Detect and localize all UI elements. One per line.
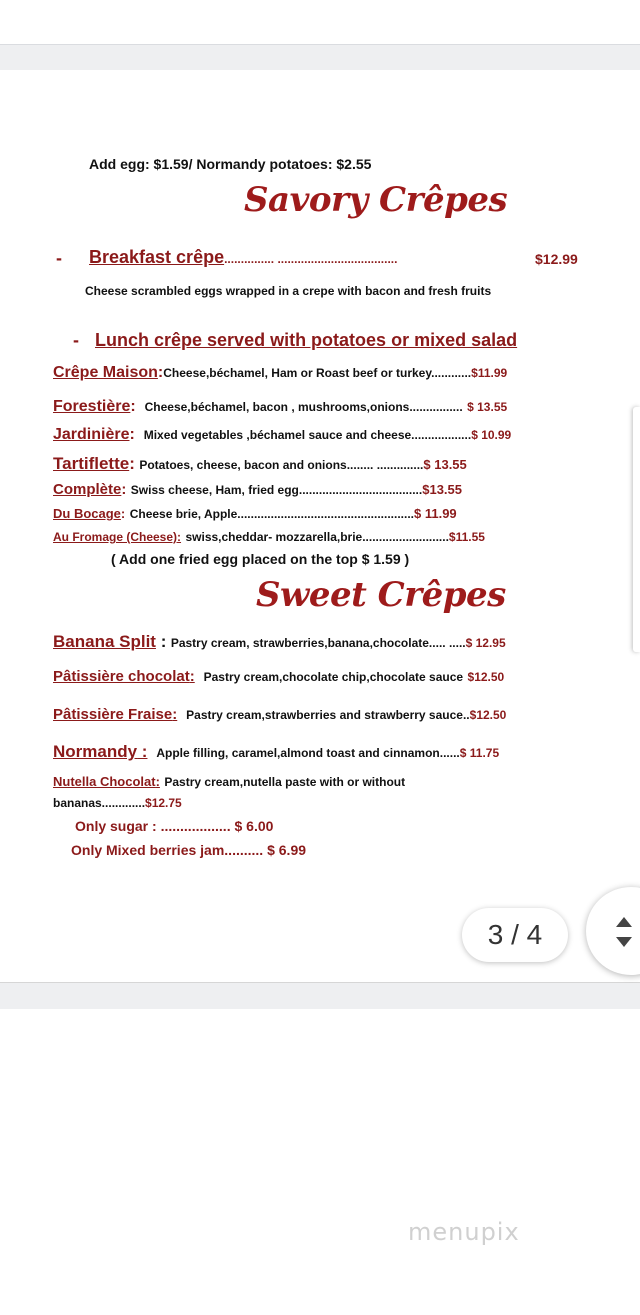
lunch-dash: - — [73, 330, 79, 350]
only-berries-label: Only Mixed berries jam — [71, 842, 225, 858]
watermark: menupix — [408, 1218, 520, 1246]
item-sep: : — [129, 454, 135, 473]
item-price: $ 13.55 — [467, 400, 508, 414]
page-gap-bottom — [0, 983, 640, 1009]
item-price: $12.50 — [467, 670, 505, 684]
item-description: Cheese,béchamel, Ham or Roast beef or turkey............ — [163, 366, 472, 380]
item-name: Pâtissière chocolat — [53, 668, 190, 685]
item-description: Pastry cream,nutella paste with or without — [164, 775, 406, 789]
item-price: $ 13.55 — [423, 457, 467, 472]
lunch-header: Lunch crêpe served with potatoes or mixed salad — [95, 330, 518, 350]
item-sep: : — [155, 632, 167, 651]
only-berries-price: $ 6.99 — [267, 842, 307, 858]
item-price: $13.55 — [422, 482, 462, 497]
menu-page — [0, 70, 640, 983]
page-gap-top — [0, 44, 640, 71]
item-description: Pastry cream,strawberries and strawberry sauce.. — [186, 708, 470, 722]
item-name: Forestière — [53, 398, 131, 415]
menu-item-forestiere — [53, 398, 588, 420]
item-sep: : — [155, 774, 160, 789]
item-name: Crêpe Maison — [53, 364, 158, 381]
breakfast-name: Breakfast crêpe — [89, 247, 225, 267]
item-price: $11.99 — [471, 366, 508, 380]
nutella-line-2 — [53, 794, 182, 812]
menu-item-patissiere-chocolat — [53, 668, 588, 690]
only-berries-row — [71, 842, 306, 858]
menu-item-jardiniere — [53, 426, 588, 448]
item-name: Banana Split — [53, 632, 156, 651]
page-indicator: 3 / 4 — [462, 908, 568, 962]
menu-item-du-bocage — [53, 505, 588, 525]
breakfast-description: Cheese scrambled eggs wrapped in a crepe with bacon and fresh fruits — [85, 284, 492, 298]
item-sep: : — [177, 530, 182, 544]
menu-item-nutella-chocolat — [53, 773, 593, 793]
addons-line: Add egg: $1.59/ Normandy potatoes: $2.55 — [89, 156, 372, 172]
breakfast-row — [89, 247, 397, 268]
menu-item-patissiere-fraise — [53, 706, 593, 728]
item-sep: : — [137, 742, 148, 761]
menu-item-complete — [53, 481, 588, 503]
savory-heading: Savory Crêpes — [244, 180, 508, 220]
item-name: Tartiflette — [53, 454, 130, 473]
only-sugar-dots: .................. — [156, 818, 235, 834]
item-sep: : — [130, 398, 136, 415]
menu-item-normandy — [53, 742, 593, 766]
item-price: $12.75 — [145, 796, 182, 810]
item-price: $12.50 — [469, 708, 507, 722]
item-name: Nutella Chocolat — [53, 774, 156, 789]
sweet-heading: Sweet Crêpes — [256, 575, 506, 615]
breakfast-dash: - — [56, 248, 62, 268]
scroll-edge-handle[interactable] — [633, 407, 640, 652]
item-sep: : — [121, 481, 127, 498]
item-sep: : — [189, 668, 195, 685]
item-sep: : — [157, 364, 164, 381]
menu-item-banana-split — [53, 632, 588, 656]
item-description: swiss,cheddar- mozzarella,brie.......................... — [185, 530, 449, 544]
only-berries-dots: .......... — [224, 842, 268, 858]
only-sugar-row — [75, 818, 273, 834]
item-price: $11.55 — [448, 530, 485, 544]
item-price: $ 11.99 — [414, 506, 457, 521]
item-description: Pastry cream, strawberries,banana,chocolate..... ..... — [170, 636, 466, 650]
menu-item-crepe-maison — [53, 364, 583, 386]
item-description: Mixed vegetables ,béchamel sauce and cheese.................. — [143, 428, 472, 442]
chevron-down-icon — [616, 937, 632, 947]
fried-egg-note: ( Add one fried egg placed on the top $ 1.59 ) — [111, 551, 410, 567]
item-price: $ 10.99 — [471, 428, 512, 442]
item-name: Jardinière — [53, 426, 130, 443]
item-description: Potatoes, cheese, bacon and onions........ .............. — [139, 458, 424, 472]
only-sugar-price: $ 6.00 — [234, 818, 274, 834]
breakfast-price: $12.99 — [535, 251, 578, 267]
item-name: Pâtissière Fraise — [53, 706, 173, 723]
item-description: Pastry cream,chocolate chip,chocolate sauce — [203, 670, 464, 684]
item-name: Au Fromage (Cheese) — [53, 530, 178, 544]
item-name: Normandy — [53, 742, 138, 761]
top-bar — [0, 0, 640, 44]
breakfast-dots: ............... .................................... — [224, 252, 398, 266]
item-sep: : — [129, 426, 135, 443]
item-description: Apple filling, caramel,almond toast and cinnamon...... — [156, 746, 460, 760]
item-description: Cheese brie, Apple..................................................... — [129, 507, 414, 521]
item-price: $ 12.95 — [465, 636, 506, 650]
menu-item-au-fromage — [53, 528, 588, 548]
item-sep: : — [172, 706, 178, 723]
item-price: $ 11.75 — [459, 746, 500, 760]
item-name: Du Bocage — [53, 506, 121, 521]
item-description: Swiss cheese, Ham, fried egg..................................... — [130, 483, 423, 497]
item-name: Complète — [53, 481, 122, 498]
menu-item-tartiflette — [53, 454, 588, 476]
item-sep: : — [120, 506, 126, 521]
item-description-cont: bananas............. — [53, 796, 146, 810]
chevron-up-icon — [616, 917, 632, 927]
item-description: Cheese,béchamel, bacon , mushrooms,onions................ — [144, 400, 463, 414]
only-sugar-label: Only sugar : — [75, 818, 157, 834]
